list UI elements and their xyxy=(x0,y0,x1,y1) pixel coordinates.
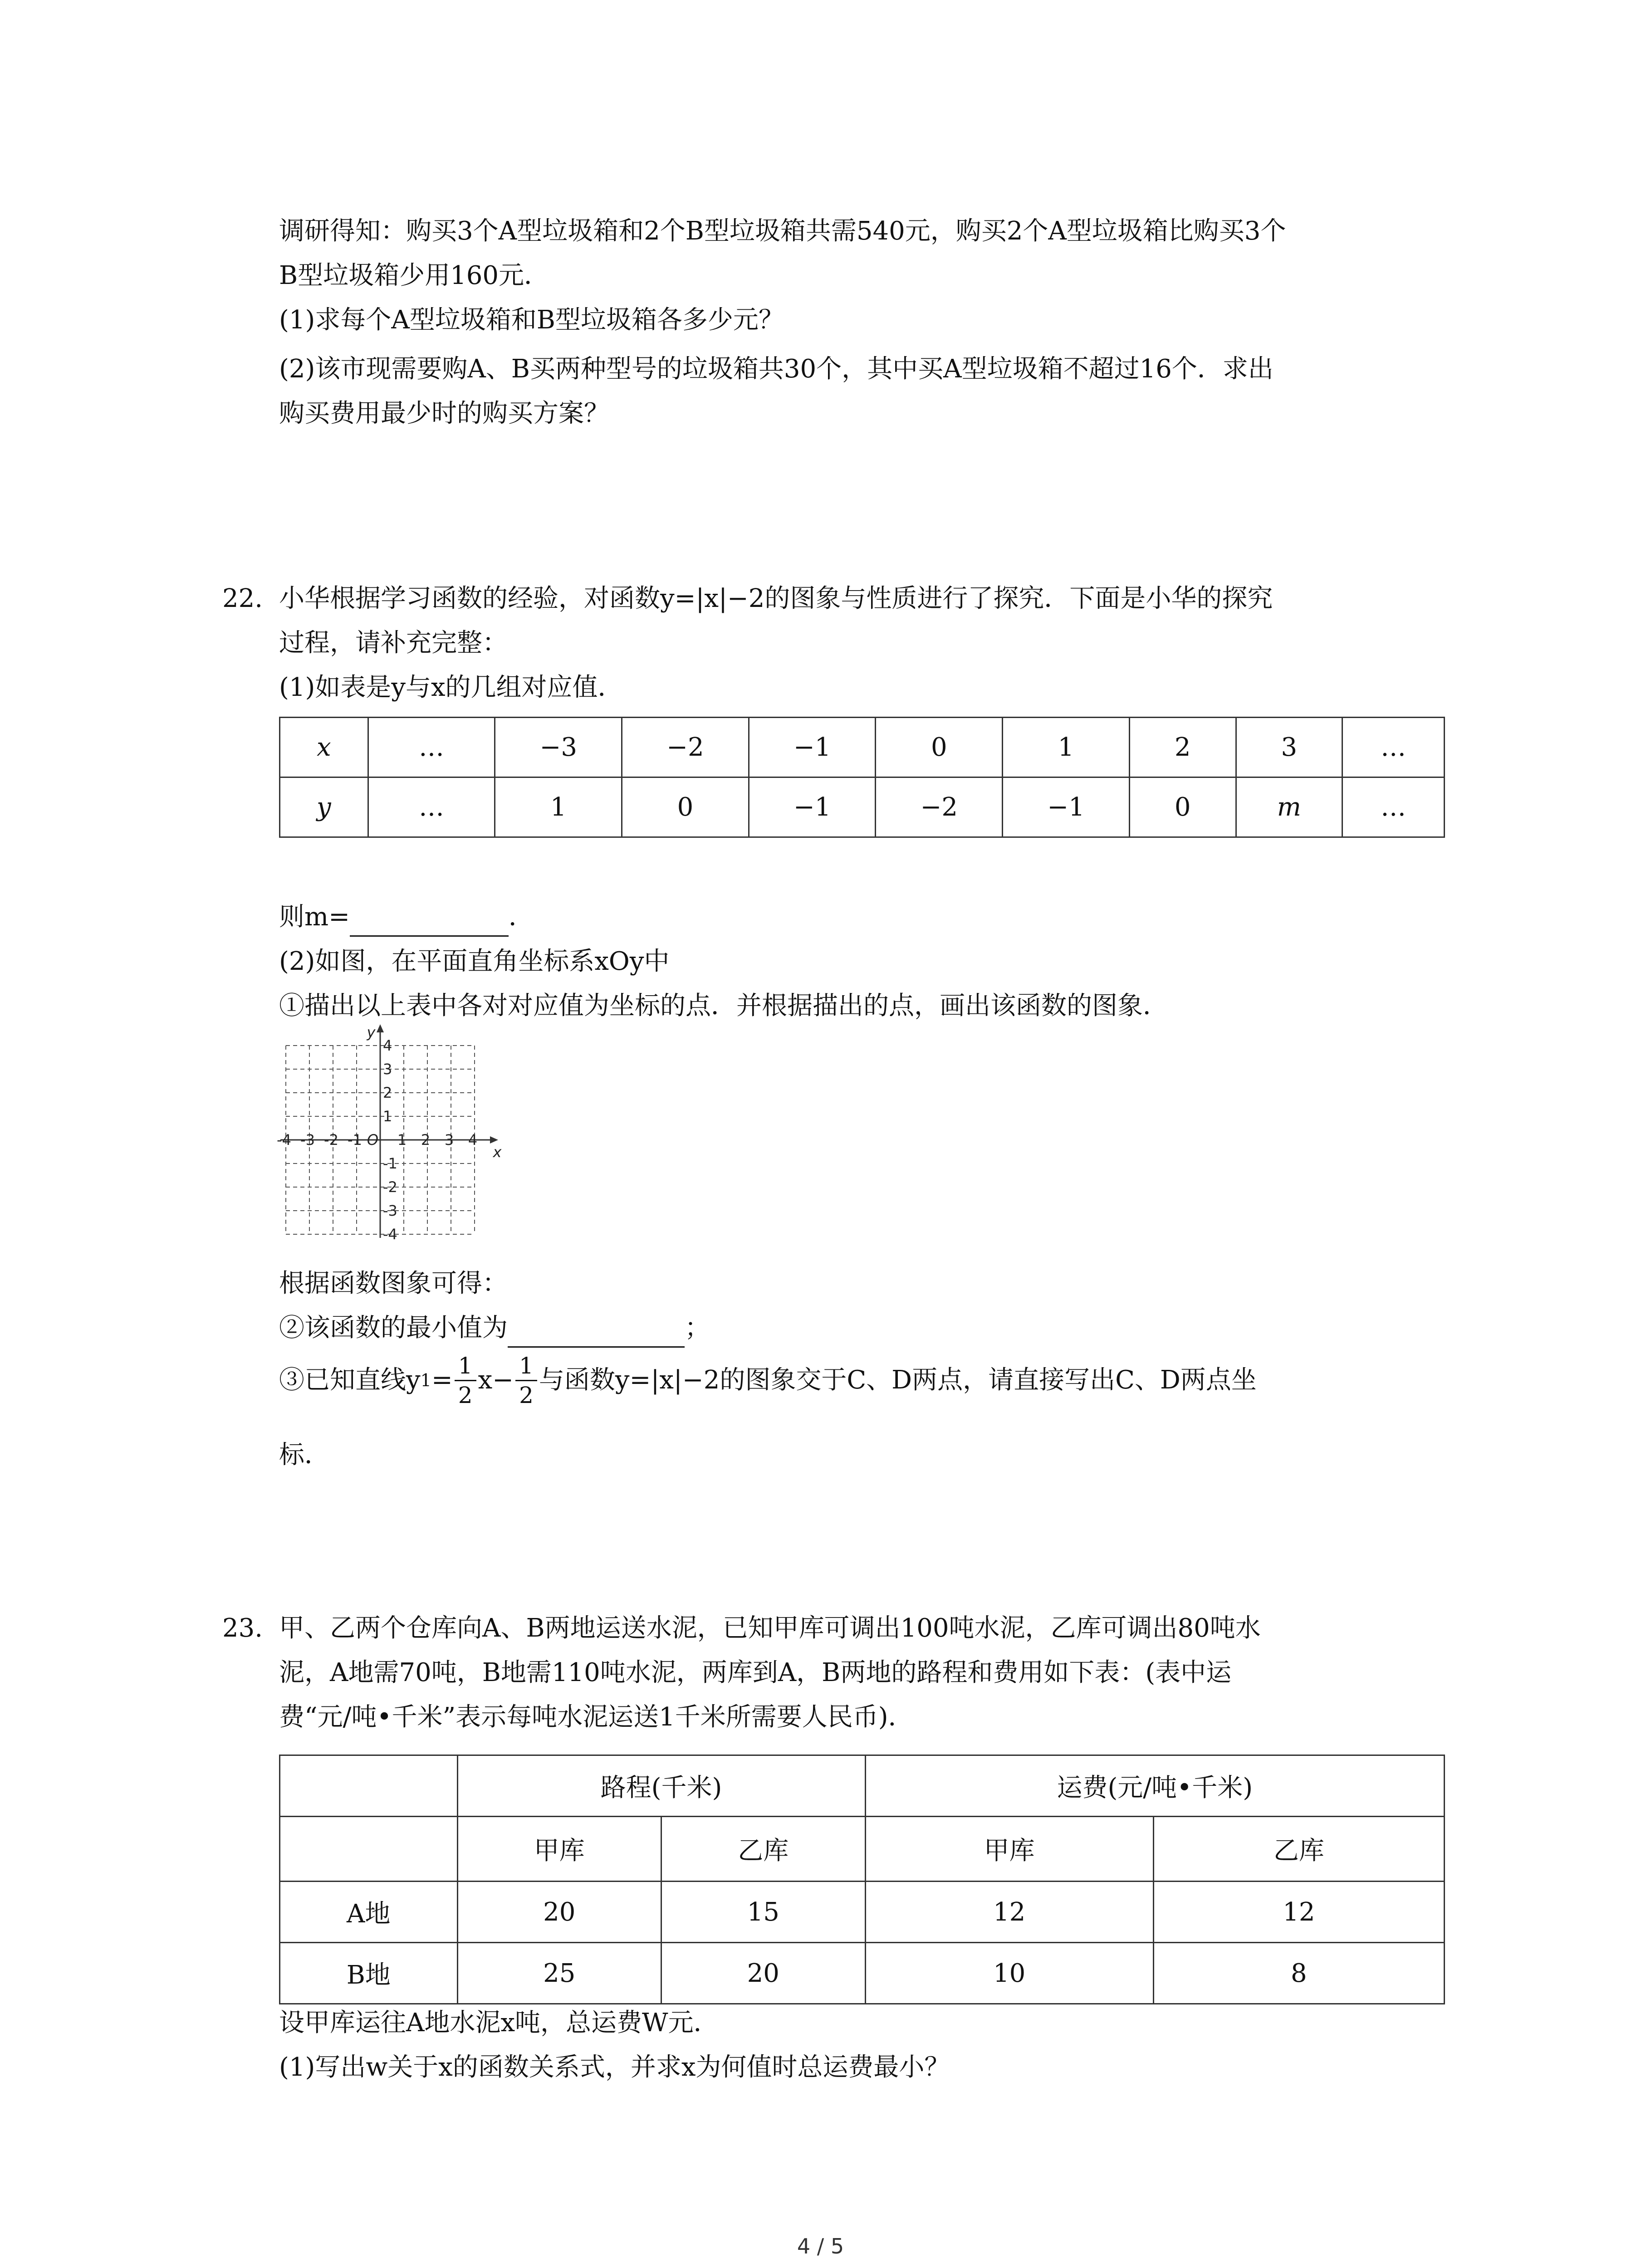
table-cell: −1 xyxy=(749,718,876,777)
table-cell: 乙库 xyxy=(1153,1817,1444,1882)
table-cell: 甲库 xyxy=(865,1817,1153,1882)
m-suffix: ． xyxy=(509,902,534,932)
step3-part-a: ③已知直线y xyxy=(279,1365,421,1395)
table-cell: 1 xyxy=(495,777,622,837)
q22-step3-line2: 标． xyxy=(279,1440,330,1470)
q21-line1: 调研得知：购买3个A型垃圾箱和2个B型垃圾箱共需540元，购买2个A型垃圾箱比购买3个 xyxy=(279,216,1286,246)
m-prefix: 则m= xyxy=(279,902,350,932)
x-tick-label: 3 xyxy=(444,1131,454,1149)
step3-part-b: = xyxy=(431,1365,453,1395)
table-header-row xyxy=(280,1755,1445,1817)
table-row-y xyxy=(280,777,1445,837)
table-cell: 8 xyxy=(1153,1943,1444,2004)
x-axis-label: x xyxy=(493,1144,502,1161)
q21-part2-line2: 购买费用最少时的购买方案？ xyxy=(279,399,609,428)
table-cell: 3 xyxy=(1236,718,1342,777)
y-tick-label: -3 xyxy=(383,1202,397,1219)
q23-cost-table xyxy=(279,1755,1445,2004)
table-cell xyxy=(280,1755,458,1817)
table-cell: 12 xyxy=(1153,1882,1444,1943)
x-axis-arrow xyxy=(490,1136,498,1144)
q22-line2: 过程，请补充完整： xyxy=(279,628,508,658)
table-cell: −3 xyxy=(495,718,622,777)
table-cell: 2 xyxy=(1129,718,1236,777)
step2-suffix: ； xyxy=(685,1313,710,1343)
table-cell: A地 xyxy=(280,1882,458,1943)
y-tick-label: 1 xyxy=(383,1108,392,1125)
q21-line2: B型垃圾箱少用160元． xyxy=(279,261,550,290)
origin-label: O xyxy=(367,1131,378,1149)
x-tick-label: 4 xyxy=(468,1131,478,1149)
x-tick-label: 1 xyxy=(397,1131,407,1149)
y-tick-label: 4 xyxy=(383,1037,392,1054)
table-cell: 0 xyxy=(876,718,1003,777)
table-header-row xyxy=(280,1817,1445,1882)
table-row xyxy=(280,1882,1445,1943)
table-cell: m xyxy=(1236,777,1342,837)
q22-part1: (1)如表是y与x的几组对应值． xyxy=(279,673,623,702)
q23-setup: 设甲库运往A地水泥x吨，总运费W元． xyxy=(279,2008,719,2038)
y-tick-label: -2 xyxy=(383,1178,397,1196)
question-number-22: 22. xyxy=(222,584,263,613)
y-tick-label: -4 xyxy=(383,1226,397,1243)
coordinate-grid xyxy=(274,1023,519,1259)
fraction-numerator: 1 xyxy=(515,1352,537,1381)
q23-line3: 费“元/吨•千米”表示每吨水泥运送1千米所需要人民币)． xyxy=(279,1702,914,1732)
table-header-distance: 路程(千米) xyxy=(457,1755,865,1817)
tick-labels xyxy=(277,1024,502,1243)
table-cell: −2 xyxy=(876,777,1003,837)
table-cell: 1 xyxy=(1003,718,1130,777)
x-tick-label: -3 xyxy=(300,1131,315,1149)
fraction-half xyxy=(515,1352,537,1409)
table-row-x xyxy=(280,718,1445,777)
fraction-numerator: 1 xyxy=(455,1352,476,1381)
fraction-denominator: 2 xyxy=(458,1382,473,1408)
x-tick-label: -2 xyxy=(324,1131,338,1149)
table-cell: … xyxy=(1342,718,1445,777)
y-axis-label: y xyxy=(367,1024,376,1041)
table-cell: 0 xyxy=(1129,777,1236,837)
step3-part-c: x− xyxy=(478,1365,514,1395)
table-cell xyxy=(280,1817,458,1882)
table-cell: … xyxy=(368,777,495,837)
q22-part2: (2)如图，在平面直角坐标系xOy中 xyxy=(279,947,670,976)
x-tick-label: -1 xyxy=(348,1131,362,1149)
q22-value-table xyxy=(279,717,1445,838)
question-number-23: 23. xyxy=(222,1613,263,1643)
table-cell: y xyxy=(280,777,368,837)
page-number: 4 / 5 xyxy=(797,2234,844,2258)
q23-part1: (1)写出w关于x的函数关系式，并求x为何值时总运费最小？ xyxy=(279,2053,950,2082)
y-axis-arrow xyxy=(377,1024,384,1032)
table-cell: 0 xyxy=(622,777,749,837)
q23-line1: 甲、乙两个仓库向A、B两地运送水泥，已知甲库可调出100吨水泥，乙库可调出80吨水 xyxy=(279,1613,1261,1643)
y-tick-label: -1 xyxy=(383,1155,397,1172)
table-cell: … xyxy=(368,718,495,777)
q22-step3 xyxy=(279,1351,1257,1410)
step2-prefix: ②该函数的最小值为 xyxy=(279,1313,508,1343)
table-cell: x xyxy=(280,718,368,777)
table-cell: −1 xyxy=(1003,777,1130,837)
table-cell: 20 xyxy=(661,1943,865,2004)
table-cell: −2 xyxy=(622,718,749,777)
q23-line2: 泥，A地需70吨，B地需110吨水泥，两库到A，B两地的路程和费用如下表：(表中运 xyxy=(279,1658,1232,1687)
table-cell: 12 xyxy=(865,1882,1153,1943)
q22-m-line xyxy=(279,899,534,937)
table-cell: 甲库 xyxy=(457,1817,661,1882)
table-cell: 15 xyxy=(661,1882,865,1943)
table-cell: 25 xyxy=(457,1943,661,2004)
q21-part1: (1)求每个A型垃圾箱和B型垃圾箱各多少元？ xyxy=(279,305,784,335)
table-header-cost: 运费(元/吨•千米) xyxy=(865,1755,1444,1817)
x-tick-label: 2 xyxy=(421,1131,431,1149)
y-tick-label: 2 xyxy=(383,1084,392,1101)
step3-part-d: 与函数y=|x|−2的图象交于C、D两点，请直接写出C、D两点坐 xyxy=(539,1365,1257,1395)
table-cell: B地 xyxy=(280,1943,458,2004)
q22-step2 xyxy=(279,1310,710,1348)
step3-subscript: 1 xyxy=(420,1370,431,1390)
q22-from-graph: 根据函数图象可得： xyxy=(279,1269,508,1298)
table-cell: … xyxy=(1342,777,1445,837)
table-row xyxy=(280,1943,1445,2004)
q22-step1: ①描出以上表中各对对应值为坐标的点．并根据描出的点，画出该函数的图象． xyxy=(279,991,1168,1021)
answer-blank-min[interactable] xyxy=(508,1310,685,1348)
table-cell: 20 xyxy=(457,1882,661,1943)
x-tick-label: -4 xyxy=(277,1131,291,1149)
q21-part2-line1: (2)该市现需要购A、B买两种型号的垃圾箱共30个，其中买A型垃圾箱不超过16个．求出 xyxy=(279,354,1274,384)
y-tick-label: 3 xyxy=(383,1061,392,1078)
fraction-denominator: 2 xyxy=(519,1382,534,1408)
table-cell: −1 xyxy=(749,777,876,837)
fraction-half xyxy=(455,1352,476,1409)
q22-line1: 小华根据学习函数的经验，对函数y=|x|−2的图象与性质进行了探究．下面是小华的探究 xyxy=(279,584,1273,613)
table-cell: 10 xyxy=(865,1943,1153,2004)
answer-blank-m[interactable] xyxy=(350,899,509,937)
table-cell: 乙库 xyxy=(661,1817,865,1882)
